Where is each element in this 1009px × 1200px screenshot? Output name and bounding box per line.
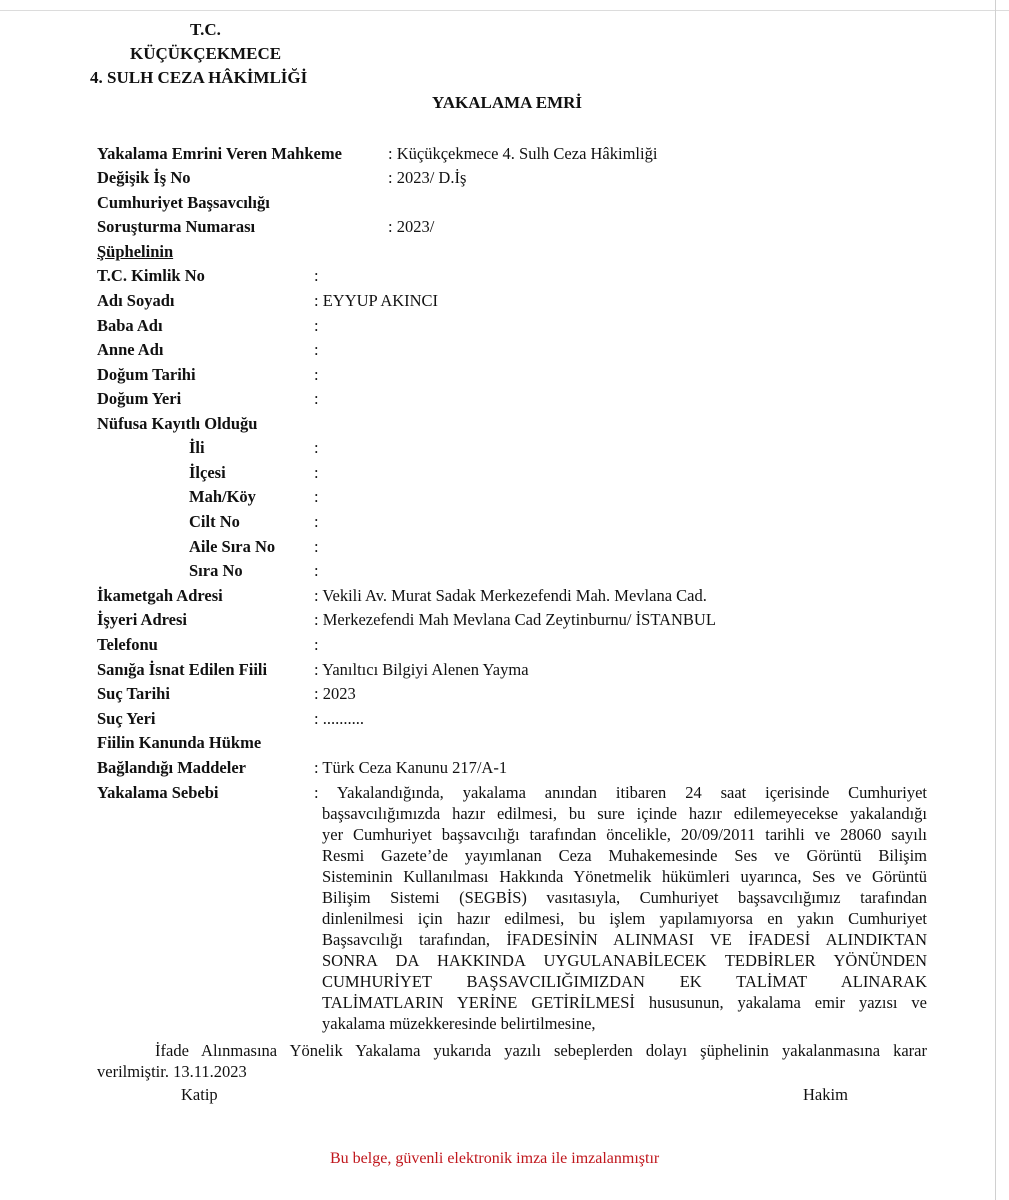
signature-judge: Hakim: [803, 1085, 848, 1104]
reason-line: Sisteminin Kullanılması Hakkında Yönetmelik hükümleri uyarınca, Ses ve Görüntü: [322, 867, 927, 886]
reason-line: yer Cumhuriyet başsavcılığı tarafından öncelikle, 20/09/2011 tarihli ve 28060 sayılı: [322, 825, 927, 844]
field-label: İli: [189, 438, 205, 457]
field-value: : Küçükçekmece 4. Sulh Ceza Hâkimliği: [388, 144, 658, 163]
field-label: İlçesi: [189, 463, 226, 482]
field-label: Doğum Tarihi: [97, 365, 196, 384]
field-label: Aile Sıra No: [189, 537, 276, 556]
field-label: Doğum Yeri: [97, 389, 182, 408]
reason-line: CUMHURİYET BAŞSAVCILIĞIMIZDAN EK TALİMAT ALINARAK: [322, 972, 927, 991]
decision-line: verilmiştir. 13.11.2023: [97, 1062, 247, 1081]
field-value: : EYYUP AKINCI: [314, 291, 439, 310]
reason-line: başsavcılığımızda hazır edilmesi, bu sure içinde hazır edilemeyecekse yakalandığı: [322, 804, 927, 823]
field-value: :: [314, 438, 319, 457]
field-value: : Vekili Av. Murat Sadak Merkezefendi Mah. Mevlana Cad.: [314, 586, 707, 605]
field-label: Cilt No: [189, 512, 240, 531]
reason-line: Bilişim Sistemi (SEGBİS) vasıtasıyla, Cumhuriyet başsavcılığımız tarafından: [322, 888, 927, 907]
field-label: T.C. Kimlik No: [97, 266, 205, 285]
reason-line: dinlenilmesi için hazır edilmesi, bu işlem yapılamıyorsa en yakın Cumhuriyet: [322, 909, 927, 928]
field-label: Adı Soyadı: [97, 291, 175, 310]
field-label: Mah/Köy: [189, 487, 256, 506]
header-city: KÜÇÜKÇEKMECE: [130, 44, 282, 63]
field-label: İkametgah Adresi: [97, 586, 223, 605]
field-label: Telefonu: [97, 635, 158, 654]
reason-line: SONRA DA HAKKINDA UYGULANABİLECEK TEDBİRLER YÖNÜNDEN: [322, 951, 927, 970]
registry-heading: Nüfusa Kayıtlı Olduğu: [97, 414, 258, 433]
field-value: :: [314, 487, 319, 506]
field-value: : 2023: [314, 684, 356, 703]
field-label: Sanığa İsnat Edilen Fiili: [97, 660, 268, 679]
field-value: : ..........: [314, 709, 364, 728]
field-value: :: [314, 537, 319, 556]
field-value: :: [314, 561, 319, 580]
field-value: : Yanıltıcı Bilgiyi Alenen Yayma: [314, 660, 529, 679]
field-value: : Türk Ceza Kanunu 217/A-1: [314, 758, 508, 777]
field-label: Değişik İş No: [97, 168, 191, 187]
signature-clerk: Katip: [181, 1085, 218, 1104]
field-value: :: [314, 389, 319, 408]
header-court: 4. SULH CEZA HÂKİMLİĞİ: [90, 68, 308, 87]
field-label: Cumhuriyet Başsavcılığı: [97, 193, 270, 212]
field-value: : Merkezefendi Mah Mevlana Cad Zeytinburnu/ İSTANBUL: [314, 610, 716, 629]
field-value: :: [314, 365, 319, 384]
reason-line: TALİMATLARIN YERİNE GETİRİLMESİ hususunun, yakalama emir yazısı ve: [322, 993, 927, 1012]
field-value: : 2023/: [388, 217, 435, 236]
field-value: :: [314, 463, 319, 482]
field-label: Sıra No: [189, 561, 243, 580]
field-value: :: [314, 316, 319, 335]
reason-line: : Yakalandığında, yakalama anından itibaren 24 saat içerisinde Cumhuriyet: [314, 783, 927, 802]
reason-line: Başsavcılığı tarafından, İFADESİNİN ALINMASI VE İFADESİ ALINDIKTAN: [322, 930, 927, 949]
page-top-border: [0, 0, 1009, 11]
e-signature-note: Bu belge, güvenli elektronik imza ile imzalanmıştır: [330, 1150, 660, 1167]
suspect-heading: Şüphelinin: [97, 242, 174, 261]
reason-line: yakalama müzekkeresinde belirtilmesine,: [322, 1014, 596, 1033]
field-value: :: [314, 266, 319, 285]
field-label: İşyeri Adresi: [97, 610, 187, 629]
field-label: Yakalama Sebebi: [97, 783, 219, 802]
field-value: : 2023/ D.İş: [388, 168, 467, 187]
field-label: Yakalama Emrini Veren Mahkeme: [97, 144, 342, 163]
page-right-border: [995, 0, 996, 1200]
field-label: Fiilin Kanunda Hükme: [97, 733, 262, 752]
field-value: :: [314, 512, 319, 531]
decision-line: İfade Alınmasına Yönelik Yakalama yukarıda yazılı sebeplerden dolayı şüphelinin yakalanmasına karar: [155, 1041, 927, 1060]
field-label: Bağlandığı Maddeler: [97, 758, 246, 777]
field-label: Soruşturma Numarası: [97, 217, 256, 236]
field-value: :: [314, 635, 319, 654]
field-label: Baba Adı: [97, 316, 163, 335]
field-label: Suç Yeri: [97, 709, 156, 728]
reason-line: Resmi Gazete’de yayımlanan Ceza Muhakemesinde Ses ve Görüntü Bilişim: [322, 846, 927, 865]
document-title: YAKALAMA EMRİ: [432, 93, 583, 112]
field-label: Suç Tarihi: [97, 684, 170, 703]
header-tc: T.C.: [190, 20, 221, 39]
field-label: Anne Adı: [97, 340, 164, 359]
field-value: :: [314, 340, 319, 359]
